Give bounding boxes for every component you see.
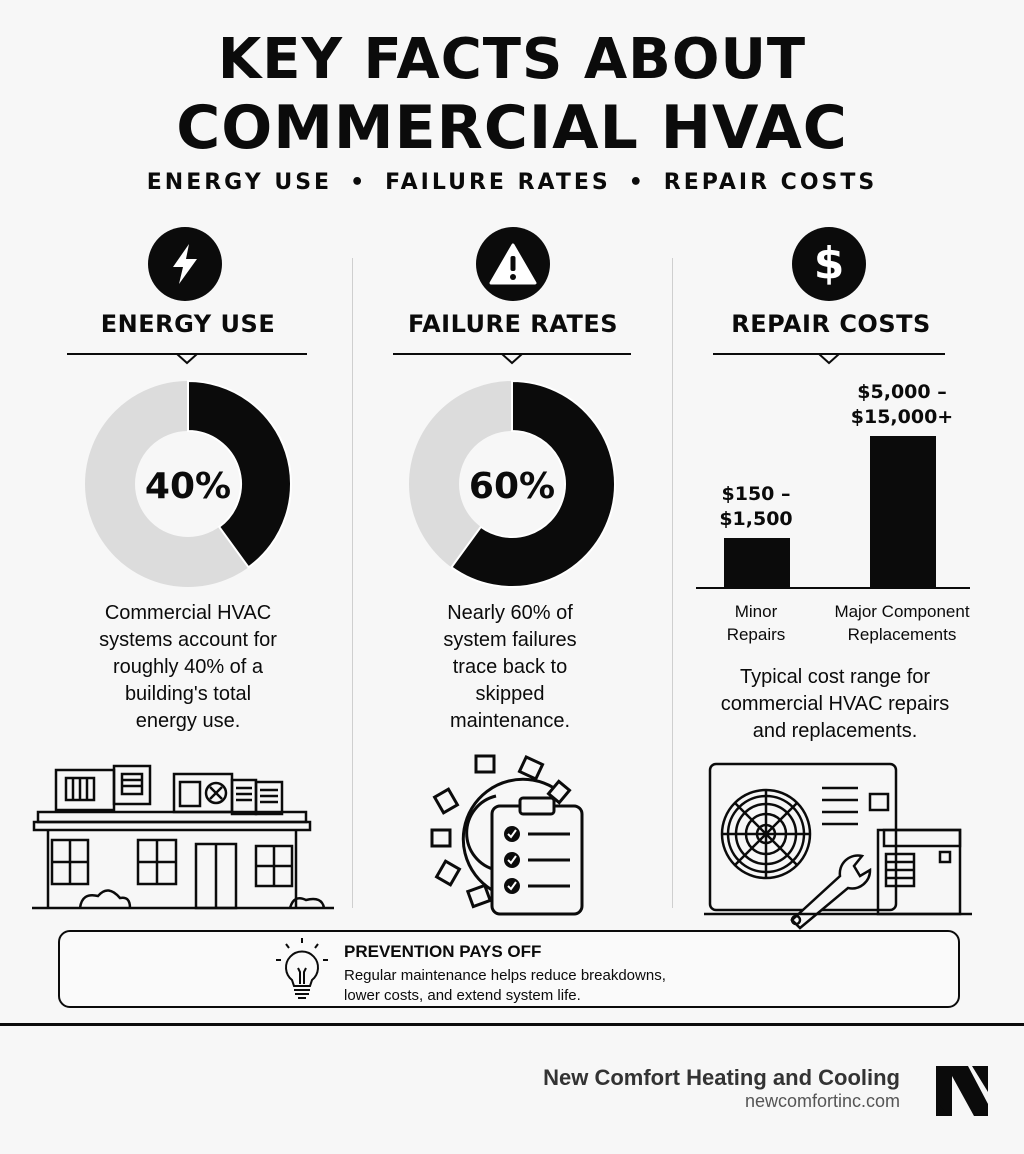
failure-description — [390, 600, 630, 735]
banner-text-line-1: Regular maintenance helps reduce breakdowns, — [344, 967, 666, 984]
title-line-1: KEY FACTS ABOUT — [217, 27, 807, 92]
bar-value-label — [842, 380, 962, 430]
repair-heading: REPAIR COSTS — [731, 310, 931, 338]
description-line: systems account for — [99, 629, 277, 651]
description-line: energy use. — [135, 710, 241, 732]
failure-heading-underline — [393, 352, 631, 371]
energy-heading-underline — [67, 352, 307, 371]
bar-major-replacements — [870, 436, 936, 588]
category-label-line: Replacements — [847, 625, 957, 644]
hvac-unit-wrench-icon — [704, 760, 974, 936]
n-logo-icon — [934, 1064, 990, 1118]
value-label-line: $1,500 — [719, 508, 793, 530]
column-divider — [352, 258, 353, 908]
failure-percent-label: 60% — [468, 466, 556, 507]
subtitle-separator: • — [628, 170, 646, 195]
subtitle-item: REPAIR COSTS — [663, 170, 878, 195]
description-line: roughly 40% of a — [112, 656, 264, 678]
value-label-line: $150 – — [721, 483, 791, 505]
description-line: Nearly 60% of — [447, 602, 573, 624]
description-line: and replacements. — [752, 720, 918, 742]
subtitle-item: FAILURE RATES — [385, 170, 611, 195]
category-label-line: Repairs — [726, 625, 786, 644]
category-label-line: Major Component — [834, 602, 970, 621]
lightning-bolt-icon — [148, 227, 222, 301]
lightbulb-icon — [274, 936, 330, 1002]
column-divider — [672, 258, 673, 908]
bar-value-label — [696, 482, 816, 532]
bar-category-label — [820, 600, 984, 646]
energy-percent-label: 40% — [144, 466, 232, 507]
title-line-2: COMMERCIAL HVAC — [176, 93, 848, 163]
warning-triangle-icon — [476, 227, 550, 301]
footer-divider — [0, 1023, 1024, 1026]
value-label-line: $15,000+ — [850, 406, 954, 428]
dollar-sign-icon: $ — [792, 227, 866, 301]
company-name: New Comfort Heating and Cooling — [543, 1065, 900, 1090]
maintenance-checklist-icon — [430, 748, 598, 916]
repair-description — [690, 664, 980, 745]
category-label-line: Minor — [734, 602, 778, 621]
company-url[interactable]: newcomfortinc.com — [744, 1091, 900, 1111]
energy-description — [68, 600, 308, 735]
description-line: skipped — [475, 683, 545, 705]
description-line: Commercial HVAC — [104, 602, 272, 624]
repair-heading-underline — [713, 352, 945, 371]
description-line: trace back to — [452, 656, 568, 678]
prevention-banner — [58, 930, 960, 1008]
description-line: maintenance. — [449, 710, 571, 732]
failure-heading: FAILURE RATES — [407, 310, 619, 338]
commercial-building-icon — [32, 760, 334, 912]
description-line: commercial HVAC repairs — [720, 693, 950, 715]
description-line: system failures — [443, 629, 577, 651]
value-label-line: $5,000 – — [857, 381, 947, 403]
banner-text-line-2: lower costs, and extend system life. — [344, 987, 581, 1004]
bar-minor-repairs — [724, 538, 790, 588]
description-line: Typical cost range for — [739, 666, 931, 688]
bar-category-label — [696, 600, 816, 646]
subtitle-item: ENERGY USE — [146, 170, 333, 195]
subtitle — [0, 170, 1024, 195]
energy-heading: ENERGY USE — [100, 310, 276, 338]
subtitle-separator: • — [350, 170, 368, 195]
description-line: building's total — [124, 683, 252, 705]
banner-title: PREVENTION PAYS OFF — [344, 942, 542, 961]
